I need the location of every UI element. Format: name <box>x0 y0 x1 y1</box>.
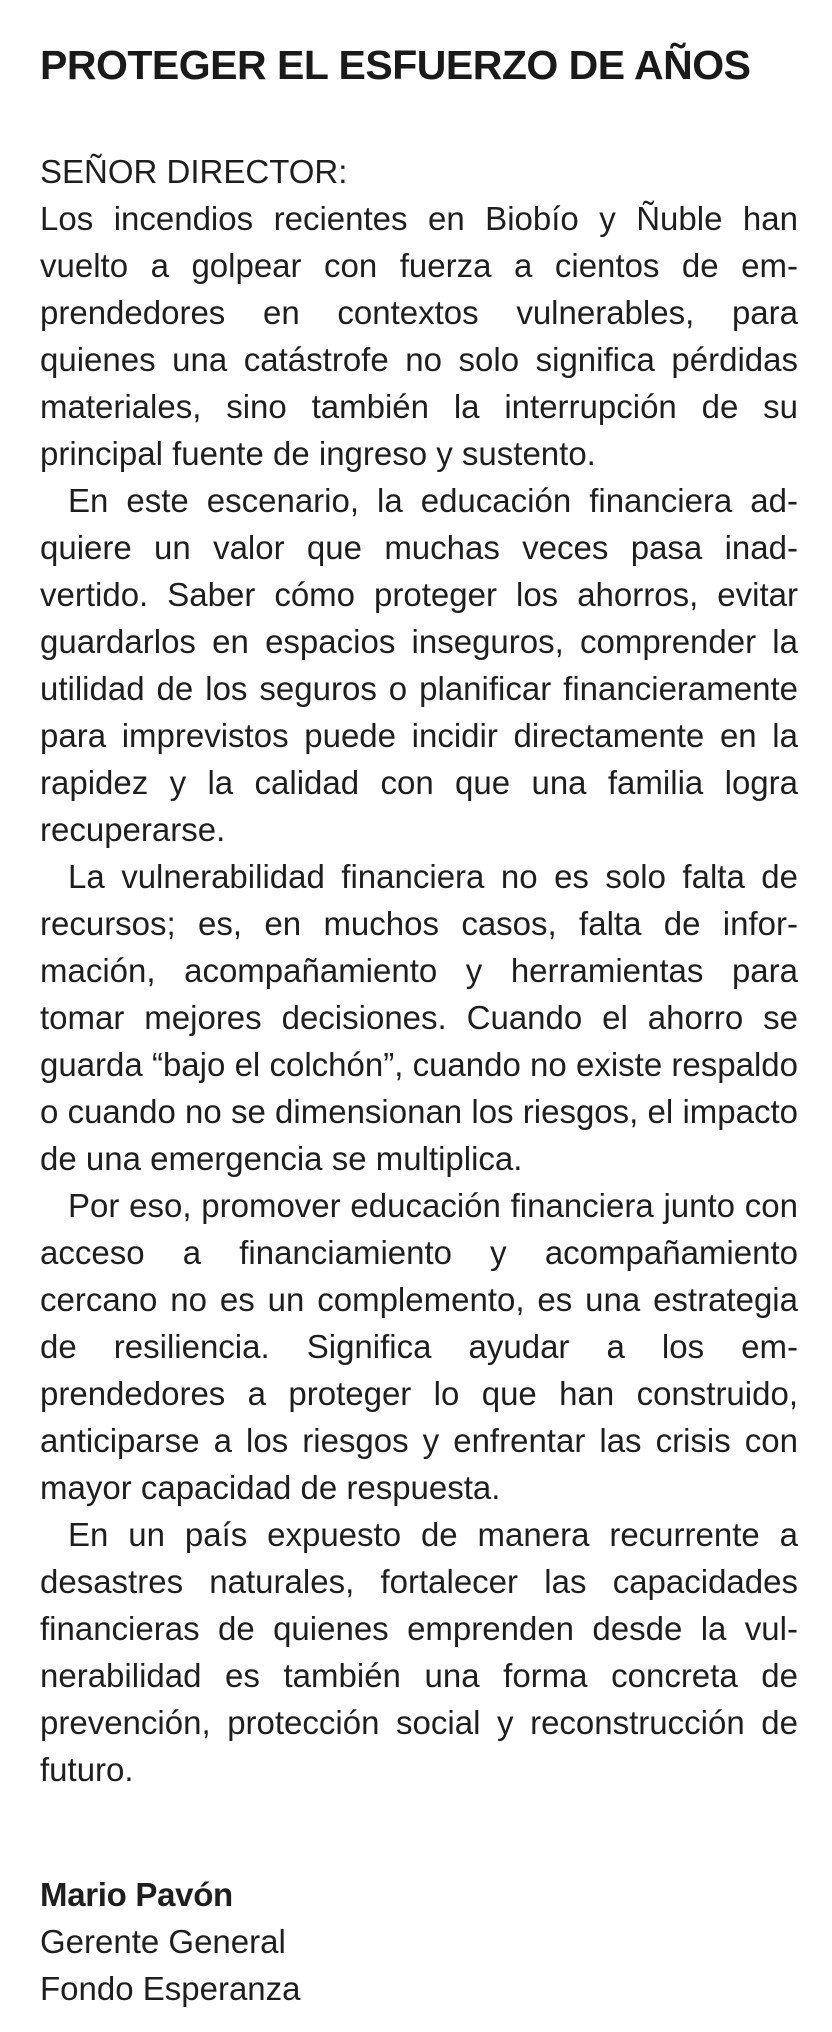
signature-name: Mario Pavón <box>40 1876 233 1913</box>
article-title: PROTEGER EL ESFUERZO DE AÑOS <box>40 42 751 88</box>
paragraph-4: Por eso, promover educación financiera junto con acceso a financiamiento y acompañamiento cercano no es un complemento, es una estrategia de resiliencia. Significa ayudar a los emprendedores a proteger lo que han construido, anticiparse a los riesgos y enfrentar las crisis con mayor capacidad de respuesta. <box>40 1187 798 1506</box>
salutation: SEÑOR DIRECTOR: <box>40 153 348 190</box>
paragraph-2: En este escenario, la educación financiera adquiere un valor que muchas veces pasa inadvertido. Saber cómo proteger los ahorros, evitar guardarlos en espacios inseguros, comprender la utilidad de los seguros o planificar financieramente para imprevistos puede incidir directamente en la rapidez y la calidad con que una familia logra recuperarse. <box>40 482 798 848</box>
signature-role: Gerente General <box>40 1923 286 1960</box>
letter-page <box>40 40 798 2012</box>
paragraph-5: En un país expuesto de manera recurrente a desastres naturales, fortalecer las capacidades financieras de quienes emprenden desde la vulnerabilidad es también una forma concreta de prevención, protección social y reconstrucción de futuro. <box>40 1516 798 1788</box>
letter-body <box>40 148 798 1793</box>
paragraph-3: La vulnerabilidad financiera no es solo falta de recursos; es, en muchos casos, falta de información, acompañamiento y herramientas para tomar mejores decisiones. Cuando el ahorro se guarda “bajo el colchón”, cuando no existe respaldo o cuando no se dimensionan los riesgos, el impacto de una emergencia se multiplica. <box>40 858 798 1177</box>
signature-block <box>40 1871 798 2012</box>
signature-organization: Fondo Esperanza <box>40 1970 301 2007</box>
paragraph-1: Los incendios recientes en Biobío y Ñuble han vuelto a golpear con fuerza a cientos de emprendedores en contextos vulnerables, para quienes una catástrofe no solo significa pérdidas materiales, sino también la interrupción de su principal fuente de ingreso y sustento. <box>40 200 798 472</box>
